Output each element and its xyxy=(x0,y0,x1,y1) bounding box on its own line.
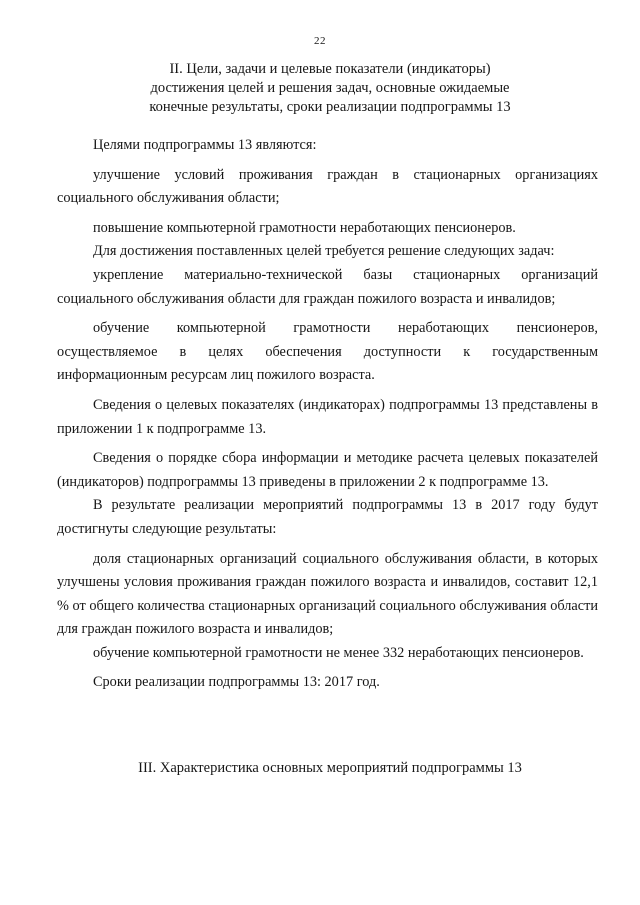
methodology-info-paragraph: Сведения о порядке сбора информации и методике расчета целевых показателей (индикаторов) подпрограммы 13 приведены в приложении 2 к подпрограмме 13. xyxy=(57,450,598,490)
goal-item-paragraph: улучшение условий проживания граждан в стационарных организациях социального обслуживания области; xyxy=(57,166,598,207)
section-2-title xyxy=(120,60,540,117)
result-item-paragraph: обучение компьютерной грамотности не менее 332 неработающих пенсионеров. xyxy=(93,644,584,661)
task-item-paragraph: укрепление материально-технической базы стационарных организаций социального обслуживания области для граждан пожилого возраста и инвалидов; xyxy=(57,266,598,307)
timeline-paragraph: Сроки реализации подпрограммы 13: 2017 год. xyxy=(93,674,380,691)
section-2-title-line: конечные результаты, сроки реализации подпрограммы 13 xyxy=(149,99,511,115)
section-2-title-line: достижения целей и решения задач, основные ожидаемые xyxy=(150,80,510,96)
section-2-body xyxy=(57,134,598,695)
page-number: 22 xyxy=(314,35,326,47)
tasks-intro-paragraph: Для достижения поставленных целей требуется решение следующих задач: xyxy=(93,243,555,260)
section-2-title-line: II. Цели, задачи и целевые показатели (индикаторы) xyxy=(169,61,491,77)
section-3-title: III. Характеристика основных мероприятий подпрограммы 13 xyxy=(138,760,522,776)
goals-intro-paragraph: Целями подпрограммы 13 являются: xyxy=(93,137,317,153)
task-item-paragraph: обучение компьютерной грамотности неработающих пенсионеров, осуществляемое в целях обеспечения доступности к государственным информационным ресурсам лиц пожилого возраста. xyxy=(57,320,598,384)
indicators-info-paragraph: Сведения о целевых показателях (индикаторах) подпрограммы 13 представлены в приложении 1 к подпрограмме 13. xyxy=(57,396,598,437)
result-item-paragraph: доля стационарных организаций социального обслуживания области, в которых улучшены условия проживания граждан пожилого возраста и инвалидов, составит 12,1 % от общего количества стационарных организаций социального обслуживания области для граждан пожилого возраста и инвалидов; xyxy=(57,550,598,638)
goal-item-paragraph: повышение компьютерной грамотности неработающих пенсионеров. xyxy=(93,219,516,236)
results-intro-paragraph: В результате реализации мероприятий подпрограммы 13 в 2017 году будут достигнуты следующие результаты: xyxy=(57,497,598,537)
